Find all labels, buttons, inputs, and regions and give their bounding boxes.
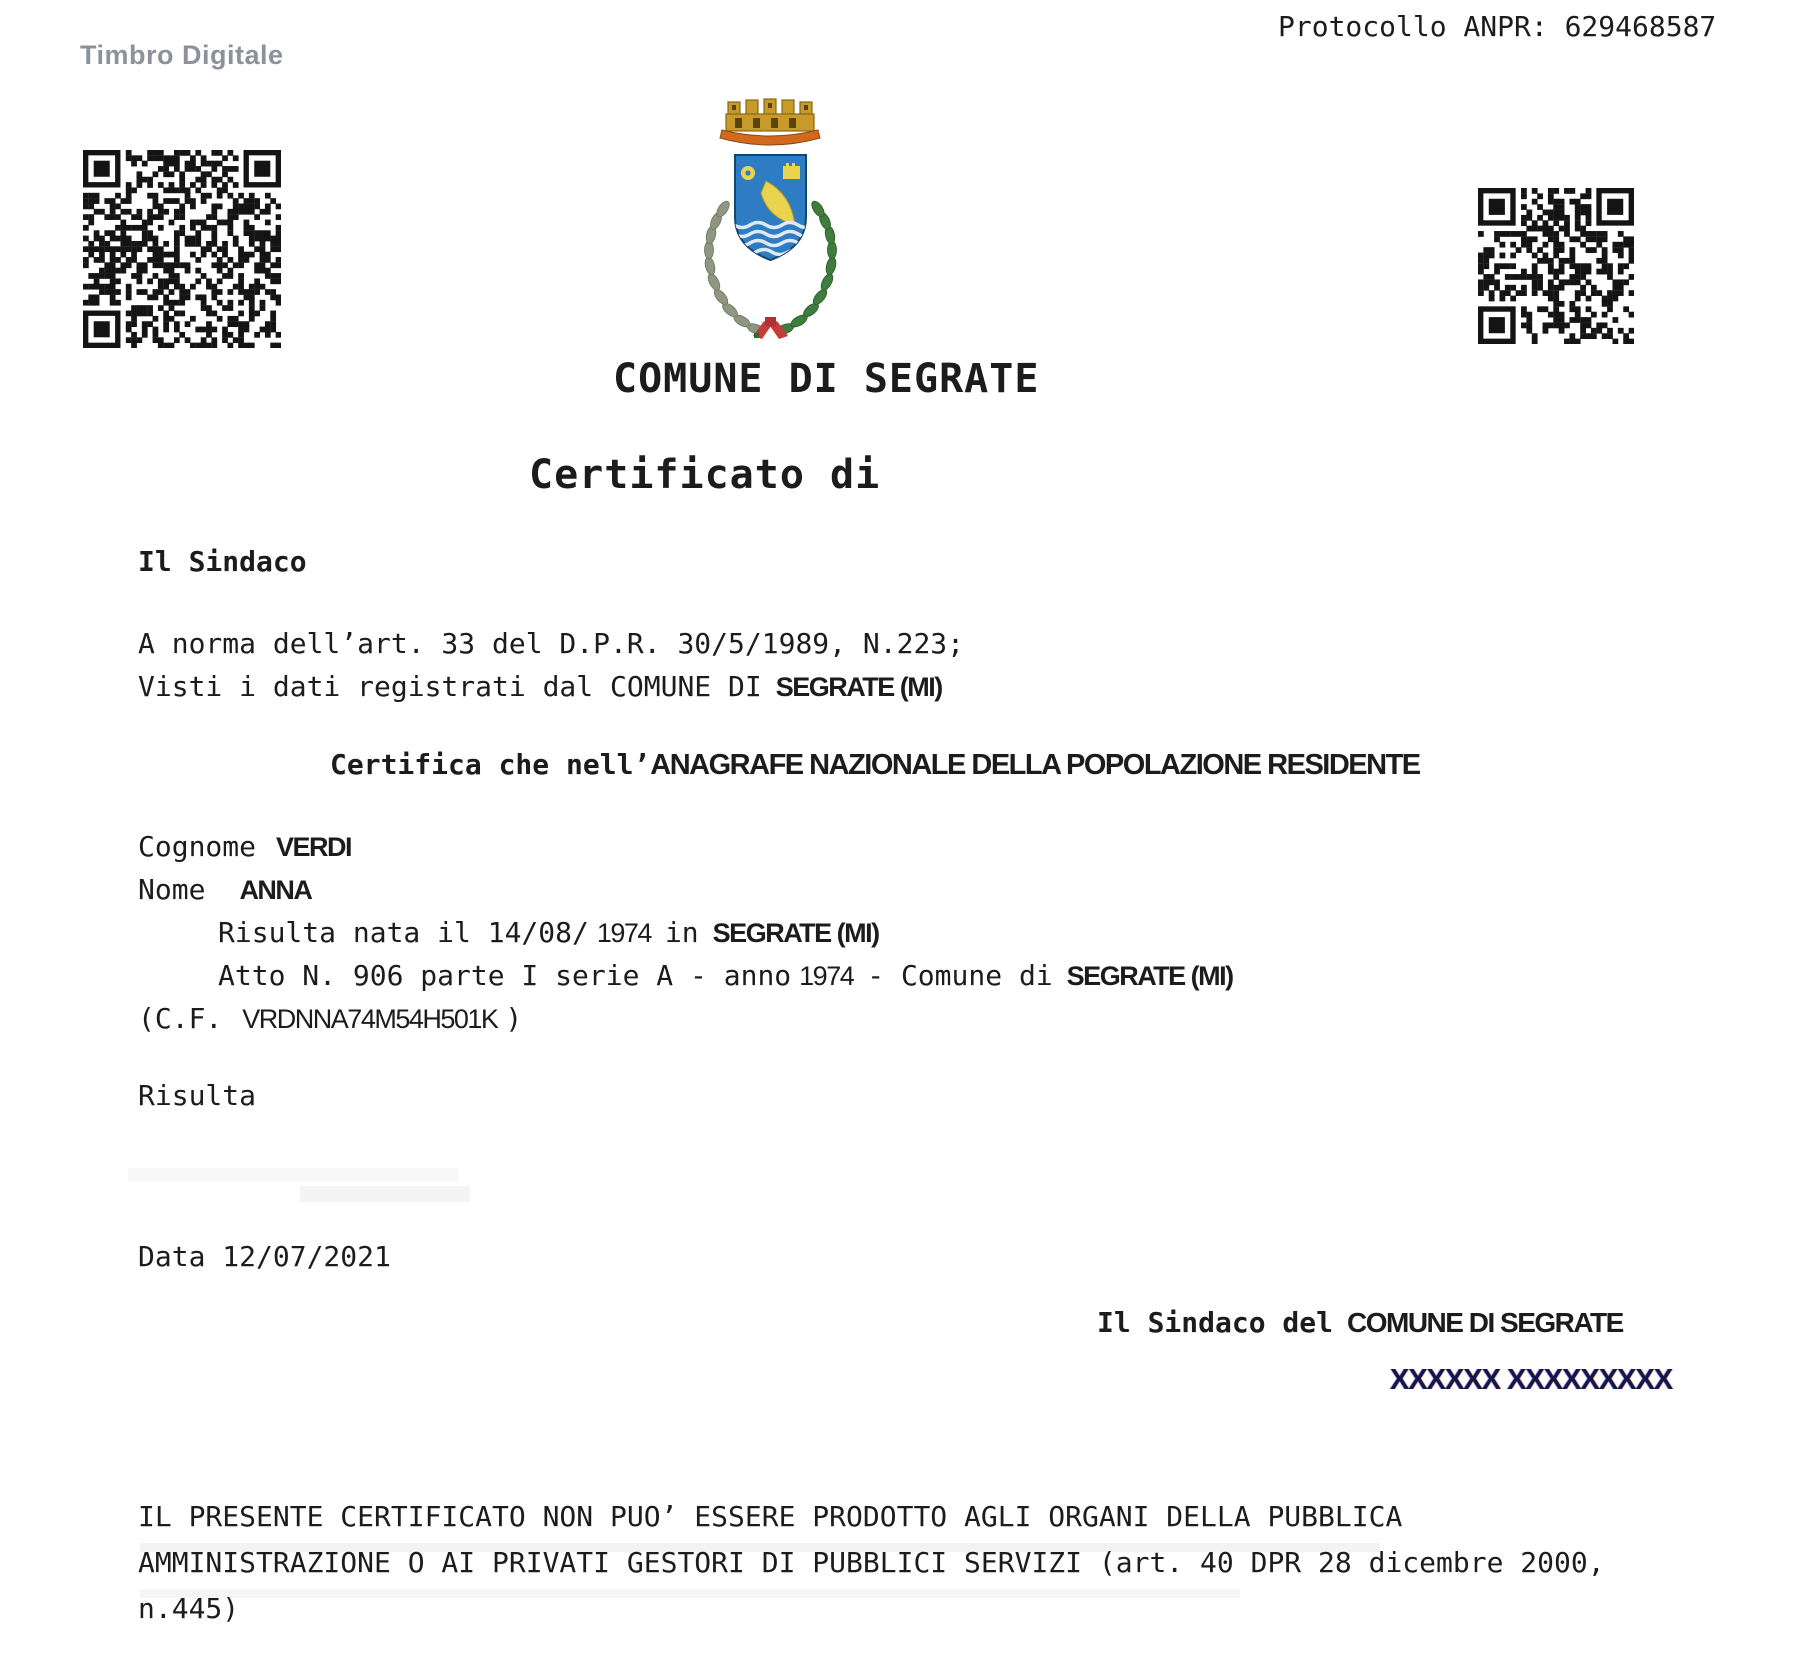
signature-name-placeholder: XXXXXX XXXXXXXXX <box>1390 1364 1673 1396</box>
signature-title-prefix: Il Sindaco del <box>1097 1306 1334 1339</box>
fiscal-code-value: VRDNNA74M54H501K <box>242 1004 498 1034</box>
act-place-value: SEGRATE (MI) <box>1066 961 1233 991</box>
name-row <box>138 873 311 906</box>
signature-municipality: COMUNE DI SEGRATE <box>1347 1307 1623 1338</box>
birth-year-value: 1974 <box>596 918 651 948</box>
act-year-value: 1974 <box>799 961 854 991</box>
birth-prefix: Risulta nata il 14/08/ <box>218 916 589 949</box>
surname-value: VERDI <box>276 832 352 862</box>
digital-stamp-label: Timbro Digitale <box>80 40 284 70</box>
coat-of-arms-icon <box>678 78 863 346</box>
act-connector: - Comune di <box>867 959 1053 992</box>
date-line: Data 12/07/2021 <box>138 1240 391 1273</box>
registered-municipality-value: SEGRATE (MI) <box>775 672 942 702</box>
scan-artifact <box>300 1186 470 1202</box>
footer-disclaimer-line: n.445) <box>138 1592 240 1625</box>
protocol-number: Protocollo ANPR: 629468587 <box>1278 10 1717 43</box>
act-prefix: Atto N. 906 parte I serie A - anno <box>218 959 792 992</box>
fiscal-code-row <box>138 1002 522 1035</box>
fiscal-code-close: ) <box>505 1002 523 1035</box>
certifies-line <box>330 748 1420 782</box>
municipality-title: COMUNE DI SEGRATE <box>613 356 1040 402</box>
qr-code-icon <box>83 112 281 367</box>
footer-disclaimer-line: AMMINISTRAZIONE O AI PRIVATI GESTORI DI PUBBLICI SERVIZI (art. 40 DPR 28 dicembre 2000, <box>138 1546 1605 1579</box>
act-row <box>218 959 1233 992</box>
scan-artifact <box>128 1168 458 1182</box>
issuer-label: Il Sindaco <box>138 545 307 578</box>
surname-row <box>138 830 351 863</box>
scan-artifact <box>140 1589 1240 1598</box>
result-label: Risulta <box>138 1079 257 1112</box>
registry-name-value: ANAGRAFE NAZIONALE DELLA POPOLAZIONE RESIDENTE <box>650 749 1420 781</box>
footer-disclaimer-line: IL PRESENTE CERTIFICATO NON PUO’ ESSERE PRODOTTO AGLI ORGANI DELLA PUBBLICA <box>138 1500 1403 1533</box>
certificate-title: Certificato di <box>529 452 881 498</box>
fiscal-code-label: (C.F. <box>138 1002 223 1035</box>
name-value: ANNA <box>239 875 312 905</box>
registered-data-line <box>138 670 942 703</box>
birth-row <box>218 916 879 949</box>
legal-basis-line: A norma dell’art. 33 del D.P.R. 30/5/1989, N.223; <box>138 627 965 660</box>
qr-code-left <box>83 150 281 348</box>
certifies-prefix: Certifica che nell’ <box>330 748 651 781</box>
birth-place-value: SEGRATE (MI) <box>712 918 879 948</box>
qr-code-right <box>1478 188 1634 344</box>
signature-title <box>1097 1306 1623 1339</box>
registered-prefix: Visti i dati registrati dal COMUNE DI <box>138 670 762 703</box>
name-label: Nome <box>138 873 206 906</box>
birth-connector: in <box>664 916 699 949</box>
qr-code-icon <box>1478 150 1634 363</box>
surname-label: Cognome <box>138 830 257 863</box>
